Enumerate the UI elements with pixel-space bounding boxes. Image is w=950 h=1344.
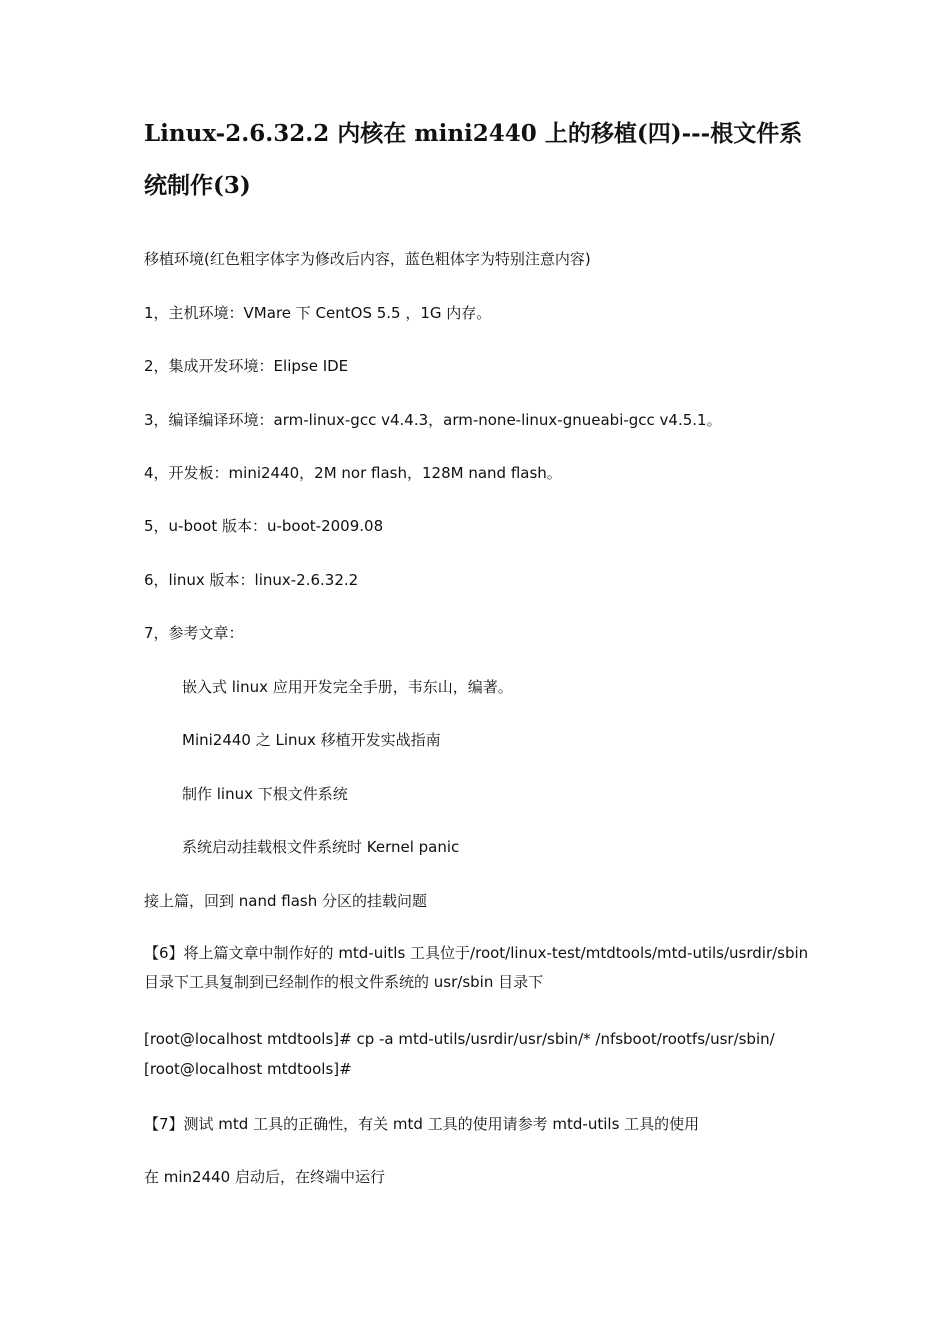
continue-text: 接上篇，回到 nand flash 分区的挂载问题	[144, 892, 427, 910]
env-intro: 移植环境(红色粗字体字为修改后内容，蓝色粗体字为特别注意内容)	[144, 250, 591, 268]
command-line: [root@localhost mtdtools]# cp -a mtd-utils/usrdir/usr/sbin/* /nfsboot/rootfs/usr/sbin/	[144, 1030, 775, 1048]
env-item-linux: 6，linux 版本：linux-2.6.32.2	[144, 571, 359, 589]
reference-item: 系统启动挂载根文件系统时 Kernel panic	[182, 838, 460, 856]
reference-item: 嵌入式 linux 应用开发完全手册，韦东山，编著。	[182, 678, 513, 696]
step-6: 【6】将上篇文章中制作好的 mtd-uitls 工具位于/root/linux-test/mtdtools/mtd-utils/usrdir/sbin 目录下工具复制到已经制作的根文件系统的 usr/sbin 目录下	[144, 944, 809, 991]
env-item-references: 7，参考文章：	[144, 624, 244, 642]
env-item-host: 1，主机环境：VMare 下 CentOS 5.5 ，1G 内存。	[144, 304, 492, 322]
page-title: Linux-2.6.32.2 内核在 mini2440 上的移植(四)---根文件系统制作(3)	[144, 120, 803, 199]
reference-item: Mini2440 之 Linux 移植开发实战指南	[182, 731, 441, 749]
env-item-uboot: 5，u-boot 版本：u-boot-2009.08	[144, 517, 384, 535]
run-text: 在 min2440 启动后，在终端中运行	[144, 1168, 385, 1186]
command-prompt: [root@localhost mtdtools]#	[144, 1060, 352, 1078]
env-item-compiler: 3，编译编译环境：arm-linux-gcc v4.4.3，arm-none-linux-gnueabi-gcc v4.5.1。	[144, 411, 722, 429]
step-7: 【7】测试 mtd 工具的正确性，有关 mtd 工具的使用请参考 mtd-utils 工具的使用	[144, 1115, 700, 1133]
env-item-ide: 2，集成开发环境：Elipse IDE	[144, 357, 349, 375]
reference-item: 制作 linux 下根文件系统	[182, 785, 348, 803]
env-item-board: 4，开发板：mini2440，2M nor flash，128M nand flash。	[144, 464, 562, 482]
